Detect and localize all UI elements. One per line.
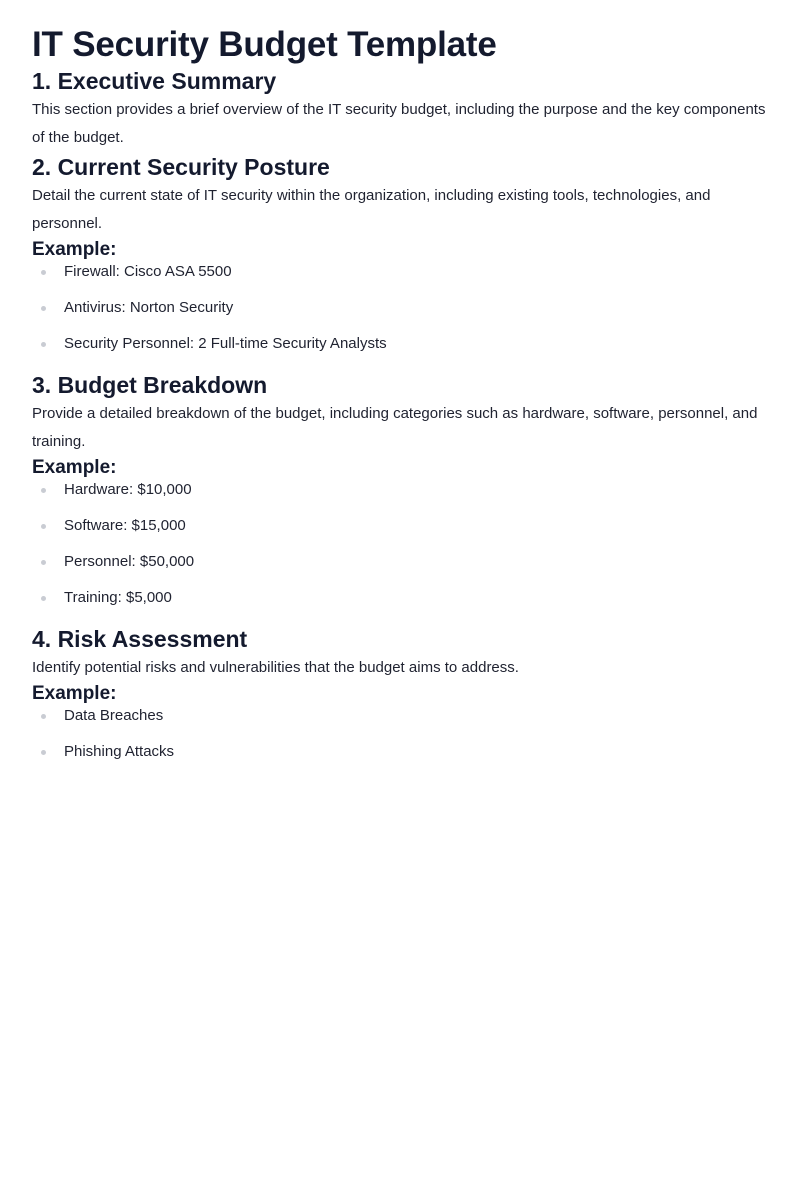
section-executive-summary bbox=[32, 66, 768, 152]
example-heading: Example: bbox=[32, 683, 117, 704]
list-item bbox=[32, 706, 768, 742]
list-item-text: Training: $5,000 bbox=[64, 589, 172, 606]
list-item bbox=[32, 334, 768, 370]
list-item-text: Hardware: $10,000 bbox=[64, 481, 192, 498]
example-list bbox=[32, 262, 768, 370]
list-item-text: Antivirus: Norton Security bbox=[64, 299, 234, 316]
list-item-text: Data Breaches bbox=[64, 707, 164, 724]
section-heading: 2. Current Security Posture bbox=[32, 154, 330, 180]
example-list bbox=[32, 480, 768, 624]
list-item bbox=[32, 516, 768, 552]
list-item-text: Personnel: $50,000 bbox=[64, 553, 195, 570]
example-heading: Example: bbox=[32, 239, 117, 260]
bullet-icon bbox=[41, 342, 46, 347]
document-page bbox=[32, 0, 768, 778]
list-item bbox=[32, 588, 768, 624]
section-text: Provide a detailed breakdown of the budget, including categories such as hardware, software, personnel, and training. bbox=[32, 405, 758, 450]
section-heading: 4. Risk Assessment bbox=[32, 626, 248, 652]
list-item bbox=[32, 298, 768, 334]
page-title: IT Security Budget Template bbox=[32, 25, 497, 64]
bullet-icon bbox=[41, 714, 46, 719]
list-item-text: Firewall: Cisco ASA 5500 bbox=[64, 263, 232, 280]
section-text: Identify potential risks and vulnerabilities that the budget aims to address. bbox=[32, 659, 519, 676]
example-list bbox=[32, 706, 768, 778]
bullet-icon bbox=[41, 306, 46, 311]
list-item bbox=[32, 742, 768, 778]
section-budget-breakdown bbox=[32, 370, 768, 624]
section-current-security-posture bbox=[32, 152, 768, 370]
section-text: This section provides a brief overview of the IT security budget, including the purpose and the key components of the budget. bbox=[32, 101, 766, 146]
section-risk-assessment bbox=[32, 624, 768, 778]
list-item bbox=[32, 480, 768, 516]
bullet-icon bbox=[41, 524, 46, 529]
list-item-text: Software: $15,000 bbox=[64, 517, 186, 534]
list-item-text: Phishing Attacks bbox=[64, 743, 175, 760]
example-heading: Example: bbox=[32, 457, 117, 478]
list-item bbox=[32, 552, 768, 588]
bullet-icon bbox=[41, 750, 46, 755]
bullet-icon bbox=[41, 488, 46, 493]
bullet-icon bbox=[41, 596, 46, 601]
list-item-text: Security Personnel: 2 Full-time Security Analysts bbox=[64, 335, 387, 352]
section-heading: 3. Budget Breakdown bbox=[32, 372, 268, 398]
section-text: Detail the current state of IT security within the organization, including existing tools, technologies, and personnel. bbox=[32, 187, 711, 232]
list-item bbox=[32, 262, 768, 298]
bullet-icon bbox=[41, 560, 46, 565]
bullet-icon bbox=[41, 270, 46, 275]
section-heading: 1. Executive Summary bbox=[32, 68, 277, 94]
